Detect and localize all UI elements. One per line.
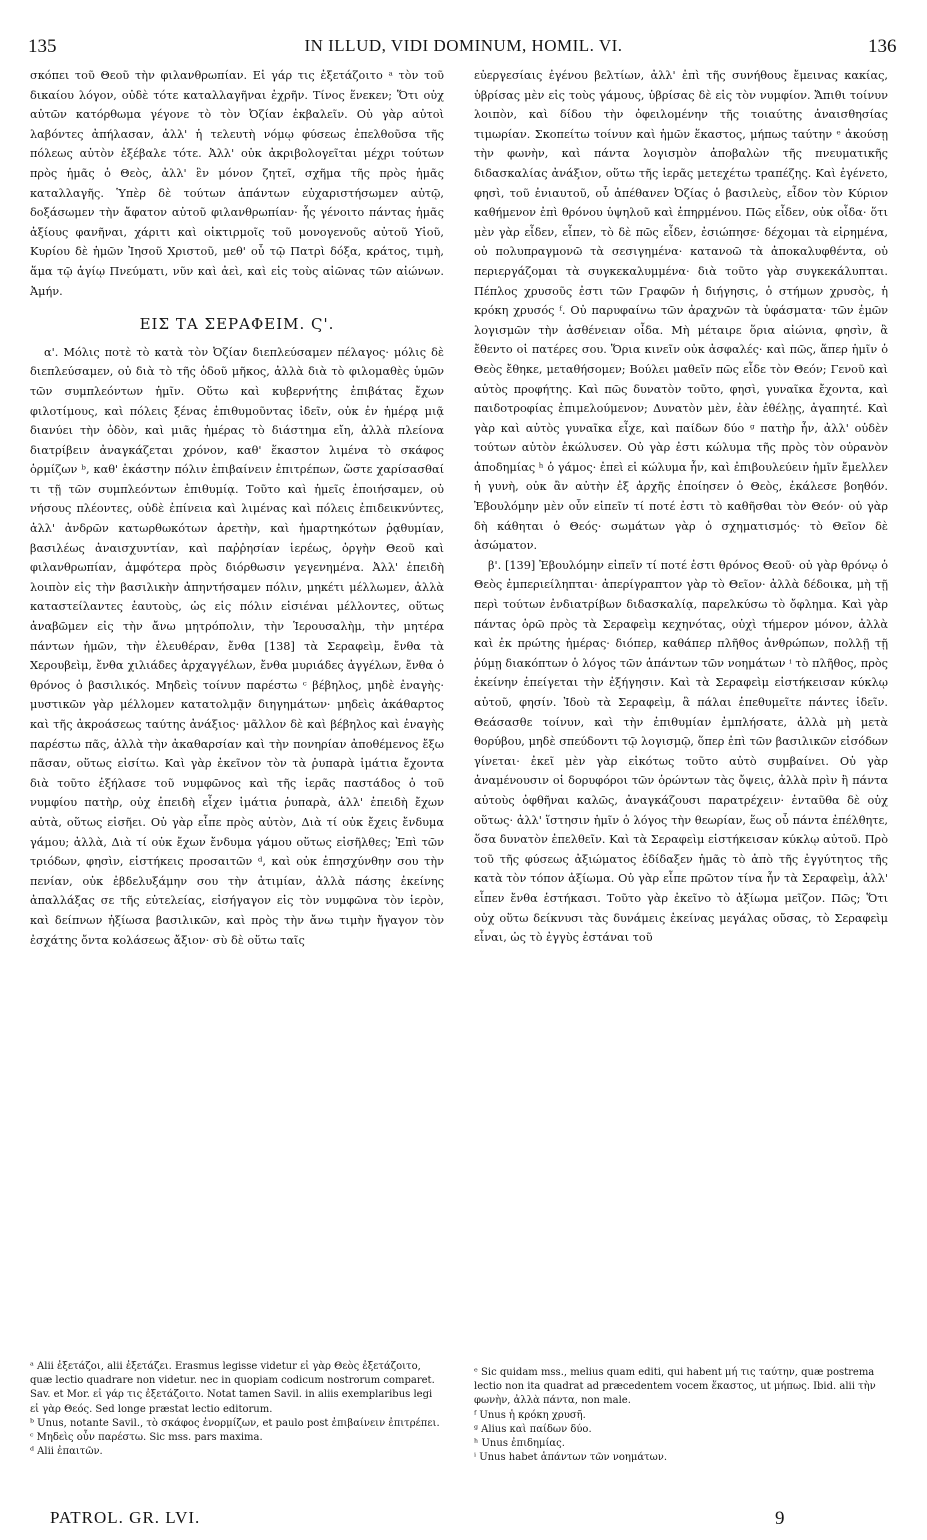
gathering-number: 9 — [775, 1508, 785, 1529]
right-column — [474, 66, 888, 948]
page-number-left: 135 — [28, 36, 57, 57]
right-paragraph-1: εὐεργεσίαις ἐγένου βελτίων, ἀλλ' ἐπὶ τῆς συνήθους ἔμεινας κακίας, ὑβρίσας μὲν εἰς τοὺς γάμους, ὑβρίσας δὲ εἰς τὸν νυμφίον. Ἄπιθι τοίνυν λοιπὸν, καὶ δίδου τὴν ὀφειλομένην τῆς τοιαύτης ἀναισθησίας τιμωρίαν. Σκοπείτω τοίνυν καὶ ἡμῶν ἕκαστος, μήπως ταύτην ᵉ ἀκούσῃ τὴν φωνὴν, καὶ πάντα λογισμὸν ἀποβαλὼν τῆς πνευματικῆς διδασκαλίας ἀνάξιον, οὕτω τῆς ἱερᾶς μετεχέτω τραπέζης. Καὶ ἐγένετο, φησὶ, τοῦ ἐνιαυτοῦ, οὗ ἀπέθανεν Ὀζίας ὁ βασιλεὺς, εἶδον τὸν Κύριον καθήμενον ἐπὶ θρόνου ὑψηλοῦ καὶ ἐπηρμένου. Πῶς εἶδεν, οὐκ οἶδα· ὅτι μὲν γὰρ εἶδεν, εἶπεν, τὸ δὲ πῶς εἶδεν, ἐσιώπησε· δέχομαι τὰ εἰρημένα, οὐ πολυπραγμονῶ τὰ σεσιγημένα· κατανοῶ τὰ ἀποκαλυφθέντα, οὐ περιεργάζομαι τὰ συγκεκαλυμμένα· διὰ τοῦτο γὰρ συγκεκάλυπται. Πέπλος χρυσοῦς ἐστι τῶν Γραφῶν ἡ διήγησις, ὁ στήμων χρυσὸς, ἡ κρόκη χρυσός ᶠ. Οὐ παρυφαίνω τῶν ἀραχνῶν τὰ ὑφάσματα· τῶν ἐμῶν λογισμῶν τὴν ἀσθένειαν οἶδα. Μὴ μέταιρε ὅρια αἰώνια, φησὶν, ἃ ἔθεντο οἱ πατέρες σου. Ὅρια κινεῖν οὐκ ἀσφαλές· καὶ πῶς, ἅπερ ἡμῖν ὁ Θεὸς ἔθηκε, μεταθήσομεν; Βούλει μαθεῖν πῶς εἶδε τὸν Θεόν; Γενοῦ καὶ αὐτὸς προφήτης. Καὶ πῶς δυνατὸν τοῦτο, φησὶ, γυναῖκα ἔχοντα, καὶ παιδοτροφίας ἐπιμελούμενον; Δυνατὸν μὲν, ἐὰν ἐθέλῃς, ἀγαπητέ. Καὶ γὰρ καὶ αὐτὸς γυναῖκα εἶχε, καὶ παίδων δύο ᵍ πατὴρ ἦν, ἀλλ' οὐδὲν τούτων αὐτὸν ἐκώλυσεν. Οὐ γὰρ ἐστι κώλυμα τῆς πρὸς τὸν οὐρανὸν ἀποδημίας ʰ ὁ γάμος· ἐπεὶ εἰ κώλυμα ἦν, καὶ ἐπιβουλεύειν ἡμῖν ἔμελλεν ἡ γυνὴ, οὐκ ἂν αὐτὴν ἐξ ἀρχῆς ἐποίησεν ὁ Θεὸς, ἐκάλεσε βοηθόν. Ἐβουλόμην μὲν οὖν εἰπεῖν τί ποτέ ἐστι τὸ καθῆσθαι τὸν Θεόν· οὐ γὰρ δὴ κάθηται ὁ Θεός· σωμάτων γὰρ ὁ σχηματισμός· τὸ Θεῖον δὲ ἀσώματον. — [474, 69, 888, 553]
footnotes-right — [474, 1366, 888, 1465]
signature-mark: PATROL. GR. LVI. — [50, 1508, 201, 1527]
footnote-e: ᵉ Sic quidam mss., melius quam editi, qui habent μή τις ταύτην, quæ postrema lectio non ita quadrat ad præcedentem vocem ἕκαστος, ut μήπως. Ibid. alii τὴν φωνὴν, ἀλλὰ πάντα, non male. — [474, 1367, 876, 1407]
page-number-right: 136 — [868, 36, 897, 57]
section-heading: ΕΙΣ ΤΑ ΣΕΡΑΦΕΙΜ. Ϛ'. — [139, 315, 335, 334]
left-column — [30, 66, 444, 950]
running-title: IN ILLUD, VIDI DOMINUM, HOMIL. VI. — [304, 36, 623, 55]
footnote-c: ᶜ Μηδεὶς οὖν παρέστω. Sic mss. pars maxima. — [30, 1432, 263, 1444]
footnote-a: ᵃ Alii ἐξετάζοι, alii ἐξετάζει. Erasmus legisse videtur εἰ γὰρ Θεὸς ἐξετάζοιτο, quæ lectio quadrare non videtur. nec in quopiam codicum nostrorum comparet. Sav. et Mor. εἰ γάρ τις ἐξετάζοιτο. Notat tamen Savil. in aliis exemplaribus legi εἰ γὰρ Θεός. Sed longe præstat lectio editorum. — [30, 1361, 435, 1415]
left-paragraph-1: σκόπει τοῦ Θεοῦ τὴν φιλανθρωπίαν. Εἰ γάρ τις ἐξετάζοιτο ᵃ τὸν τοῦ δικαίου λόγον, οὐδὲ τότε καταλλαγῆναι ἐχρῆν. Τίνος ἕνεκεν; Ὅτι οὐχ αὐτῶν κατόρθωμα γέγονε τὸ τὸν Ὀζίαν ἐκβαλεῖν. Οὐ γὰρ αὐτοὶ λαβόντες ἀπήλασαν, ἀλλ' ἡ τελευτὴ νόμῳ φύσεως ἐπελθοῦσα τῆς πόλεως αὐτὸν ἐξέβαλε τότε. Ἀλλ' οὐκ ἀκριβολογεῖται μέχρι τούτων πρὸς ἡμᾶς ὁ Θεὸς, ἀλλ' ἓν μόνον ζητεῖ, σχῆμα τῆς πρὸς ἡμᾶς καταλλαγῆς. Ὑπὲρ δὲ τούτων ἁπάντων εὐχαριστήσωμεν αὐτῷ, δοξάσωμεν τὴν ἄφατον αὐτοῦ φιλανθρωπίαν· ἧς γένοιτο πάντας ἡμᾶς ἀξίους φανῆναι, χάριτι καὶ οἰκτιρμοῖς τοῦ μονογενοῦς αὐτοῦ Υἱοῦ, Κυρίου δὲ ἡμῶν Ἰησοῦ Χριστοῦ, μεθ' οὗ τῷ Πατρὶ δόξα, κράτος, τιμὴ, ἅμα τῷ ἁγίῳ Πνεύματι, νῦν καὶ ἀεὶ, καὶ εἰς τοὺς αἰῶνας τῶν αἰώνων. Ἀμήν. — [30, 69, 444, 298]
left-paragraph-2: α'. Μόλις ποτὲ τὸ κατὰ τὸν Ὀζίαν διεπλεύσαμεν πέλαγος· μόλις δὲ διεπλεύσαμεν, οὐ διὰ τὸ τῆς ὁδοῦ μῆκος, ἀλλὰ διὰ τὸ φιλομαθὲς ὑμῶν τῶν συμπλεόντων ἡμῖν. Οὕτω καὶ κυβερνήτης ἐπιβάτας ἔχων φιλοτίμους, καὶ πόλεις ξένας ἐπιθυμοῦντας ἰδεῖν, οὐκ ἐν ἡμέρᾳ μιᾷ διανύει τὴν ὁδὸν, καὶ μιᾶς ἡμέρας τὸ διάστημα εἴη, ἀλλὰ πλείονα διατρίβειν ἀναγκάζεται χρόνον, καθ' ἕκαστον λιμένα τὸ σκάφος ὁρμίζων ᵇ, καθ' ἑκάστην πόλιν ἐπιβαίνειν ἐπιτρέπων, ὥστε χαρίσασθαί τι τῇ τῶν συμπλεόντων ἐπιθυμίᾳ. Τοῦτο καὶ ἡμεῖς ἐποιήσαμεν, οὐ νήσους πλέοντες, οὐδὲ ἐπίνεια καὶ λιμένας καὶ πόλεις ἐπιδεικνύντες, ἀλλ' ἀνδρῶν κατωρθωκότων ἀρετὴν, καὶ ἡμαρτηκότων ῥᾳθυμίαν, βασιλέως ἀναισχυντίαν, καὶ παῤῥησίαν ἱερέως, ὀργὴν Θεοῦ καὶ φιλανθρωπίαν, ἀμφότερα πρὸς διόρθωσιν γεγενημένα. Ἀλλ' ἐπειδὴ λοιπὸν εἰς τὴν βασιλικὴν ἀπηντήσαμεν πόλιν, μηκέτι μέλλωμεν, ἀλλὰ καταστείλαντες ἑαυτοὺς, ὡς εἰς πόλιν εἰσιέναι μέλλοντες, οὕτως ἀναβῶμεν εἰς τὴν ἄνω μητρόπολιν, τὴν Ἱερουσαλὴμ, τὴν μητέρα πάντων ἡμῶν, τὴν ἐλευθέραν, ἔνθα [138] τὰ Σεραφεὶμ, ἔνθα τὰ Χερουβεὶμ, ἔνθα χιλιάδες ἀρχαγγέλων, ἔνθα μυριάδες ἀγγέλων, ἔνθα ὁ θρόνος ὁ βασιλικός. Μηδεὶς τοίνυν παρέστω ᶜ βέβηλος, μηδὲ ἐναγὴς· μυστικῶν γὰρ μέλλομεν κατατολμᾷν διηγημάτων· μηδεὶς ἀκάθαρτος καὶ τῆς ἀκροάσεως ταύτης ἀνάξιος· μᾶλλον δὲ καὶ βέβηλος καὶ ἐναγὴς παρέστω πᾶς, ἀλλὰ τὴν ἀκαθαρσίαν καὶ τὴν πονηρίαν ἀποθέμενος ἔξω πᾶσαν, οὕτως εἰσίτω. Καὶ γὰρ ἐκεῖνον τὸν τὰ ῥυπαρὰ ἱμάτια ἔχοντα διὰ τοῦτο ἐξήλασε τοῦ νυμφῶνος καὶ τῆς ἱερᾶς παστάδος ὁ τοῦ νυμφίου πατὴρ, οὐχ ἐπειδὴ εἶχεν ἱμάτια ῥυπαρὰ, ἀλλ' ἐπειδὴ ἔχων αὐτὰ, οὕτως εἰσῆει. Οὐ γὰρ εἶπε πρὸς αὐτὸν, Διὰ τί οὐκ ἔχεις ἔνδυμα γάμου; ἀλλὰ, Διὰ τί οὐκ ἔχων ἔνδυμα γάμου οὕτως εἰσῆλθες; Ἐπὶ τῶν τριόδων, φησὶν, εἱστήκεις προσαιτῶν ᵈ, καὶ οὐκ ἐπησχύνθην σου τὴν πενίαν, οὐκ ἐβδελυξάμην σου τὴν ἀτιμίαν, ἀλλὰ πάσης ἐκείνης ἀπαλλάξας σε τῆς εὐτελείας, εἰσήγαγον εἰς τὸν νυμφῶνα τὸν ἱερὸν, καὶ δείπνων ἠξίωσα βασιλικῶν, καὶ πρὸς τὴν ἄνω τιμὴν ἤγαγον τὸν ἐσχάτης ὄντα κολάσεως ἄξιον· σὺ δὲ οὕτω ταῖς — [30, 345, 444, 947]
footnote-g: ᵍ Alius καὶ παίδων δύο. — [474, 1423, 592, 1435]
right-paragraph-2: β'. [139] Ἐβουλόμην εἰπεῖν τί ποτέ ἐστι θρόνος Θεοῦ· οὐ γὰρ θρόνῳ ὁ Θεὸς ἐμπεριείληπται· ἀπερίγραπτον γὰρ τὸ Θεῖον· ἀλλὰ δέδοικα, μὴ τῇ περὶ τούτων ἐνδιατρίβων διδασκαλίᾳ, παρελκύσω τὸ ὄφλημα. Καὶ γὰρ πάντας ὁρῶ πρὸς τὰ Σεραφεὶμ κεχηνότας, οὐχὶ τήμερον μόνον, ἀλλὰ καὶ ἐκ πρώτης ἡμέρας· διόπερ, καθάπερ πλῆθος ἀνθρώπων, πολλῇ τῇ ῥύμῃ διακόπτων ὁ λόγος τῶν ἁπάντων τῶν νοημάτων ⁱ τὸ πλῆθος, πρὸς ἐκείνην ἐπείγεται τὴν ἐξήγησιν. Καὶ τὰ Σεραφεὶμ εἱστήκεισαν κύκλῳ αὐτοῦ, φησίν. Ἰδοὺ τὰ Σεραφεὶμ, ἃ πάλαι ἐπεθυμεῖτε πάντες ἰδεῖν. Θεάσασθε τοίνυν, καὶ τὴν ἐπιθυμίαν ἐμπλήσατε, ἀλλὰ μὴ μετὰ θορύβου, μηδὲ σπεύδοντι τῷ λογισμῷ, ὅπερ ἐπὶ τῶν βασιλικῶν εἰσόδων γίνεται· ἐκεῖ μὲν γὰρ εἰκότως τοῦτο αὐτὸ συμβαίνει. Οὐ γὰρ ἀναμένουσιν οἱ δορυφόροι τῶν ὁρώντων τὰς ὄψεις, ἀλλὰ πρὶν ἢ πάντα αὐτοὺς ὀφθῆναι καλῶς, ἀναγκάζουσι παρατρέχειν· ἐνταῦθα δὲ οὐχ οὕτως· ἀλλ' ἵστησιν ἡμῖν ὁ λόγος τὴν θεωρίαν, ἕως οὗ πάντα ἐπέλθητε, ὅσα δυνατὸν ἐπελθεῖν. Καὶ τὰ Σεραφεὶμ εἱστήκεισαν κύκλῳ αὐτοῦ. Πρὸ τοῦ τῆς φύσεως ἀξιώματος ἐδίδαξεν ἡμᾶς τὸ ἀπὸ τῆς ἐγγύτητος τῆς κατὰ τὸν τόπον ἀξίωμα. Οὐ γὰρ εἶπε πρῶτον τίνα ἦν τὰ Σεραφεὶμ, ἀλλ' εἶπεν ἔνθα ἑστήκασι. Τοῦτο γὰρ ἐκεῖνο τὸ ἀξίωμα μεῖζον. Πῶς; Ὅτι οὐχ οὕτω δείκνυσι τὰς δυνάμεις ἐκείνας μεγάλας οὔσας, τὸ Σεραφεὶμ εἶναι, ὡς τὸ ἐγγὺς ἑστάναι τοῦ — [474, 558, 888, 945]
footnote-b: ᵇ Unus, notante Savil., τὸ σκάφος ἐνορμίζων, et paulo post ἐπιβαίνειν ἐπιτρέπει. — [30, 1417, 440, 1429]
footnotes-left — [30, 1360, 444, 1459]
footnote-d: ᵈ Alii ἐπαιτῶν. — [30, 1446, 103, 1458]
footnote-h: ʰ Unus ἐπιδημίας. — [474, 1438, 565, 1450]
footnote-i: ⁱ Unus habet ἁπάντων τῶν νοημάτων. — [474, 1452, 668, 1464]
footnote-f: ᶠ Unus ἡ κρόκη χρυσῆ. — [474, 1409, 586, 1421]
